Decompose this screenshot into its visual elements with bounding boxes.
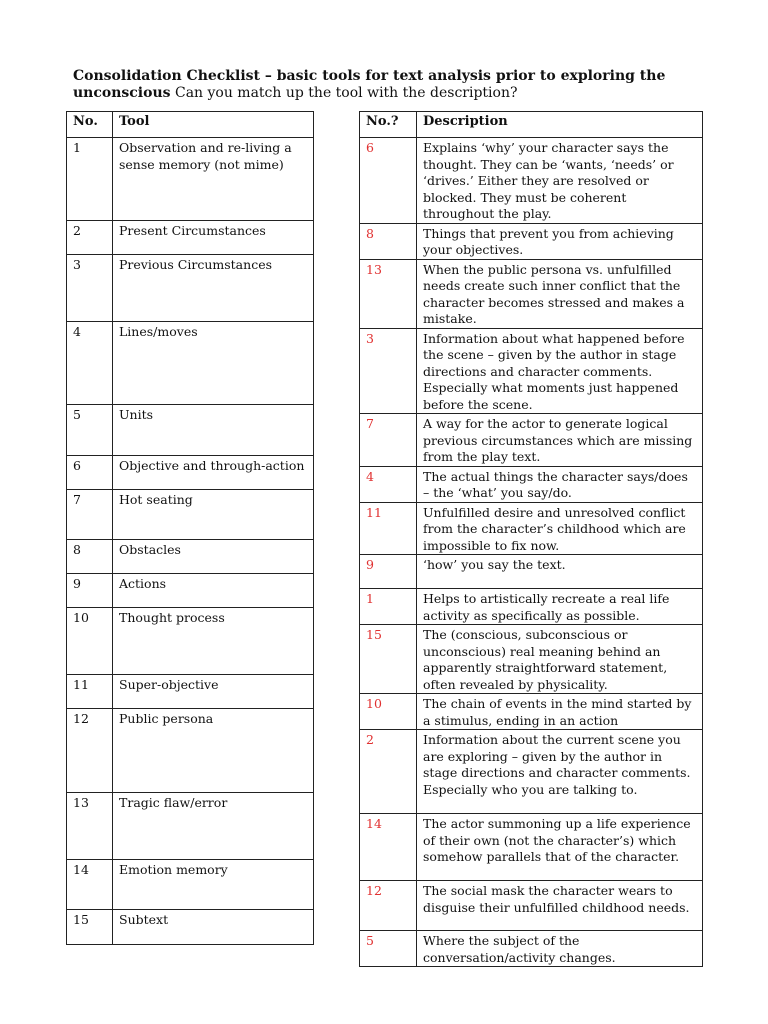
tool-no: 8 — [67, 540, 113, 574]
answer-no: 3 — [360, 328, 417, 414]
table-row — [360, 931, 703, 967]
table-row — [360, 881, 703, 931]
description-text: Helps to artistically recreate a real life activity as specifically as possible. — [417, 589, 703, 625]
description-text: When the public persona vs. unfulfilled needs create such inner conflict that the character becomes stressed and makes a mistake. — [417, 259, 703, 328]
answer-no: 10 — [360, 694, 417, 730]
tool-no: 2 — [67, 221, 113, 255]
answer-no: 7 — [360, 414, 417, 467]
table-row — [360, 259, 703, 328]
desc-header-no: No.? — [360, 112, 417, 138]
table-row — [67, 405, 314, 456]
tool-name: Tragic flaw/error — [113, 793, 314, 860]
tool-name: Previous Circumstances — [113, 255, 314, 322]
table-row — [360, 502, 703, 555]
table-row — [360, 625, 703, 694]
tool-name: Observation and re-living a sense memory (not mime) — [113, 138, 314, 221]
tool-no: 1 — [67, 138, 113, 221]
tool-name: Objective and through-action — [113, 456, 314, 490]
tools-header-no: No. — [67, 112, 113, 138]
description-text: A way for the actor to generate logical previous circumstances which are missing from the play text. — [417, 414, 703, 467]
tool-name: Present Circumstances — [113, 221, 314, 255]
tool-no: 7 — [67, 490, 113, 540]
answer-no: 4 — [360, 466, 417, 502]
table-row — [360, 328, 703, 414]
title-question: Can you match up the tool with the description? — [170, 85, 518, 101]
description-text: Information about what happened before the scene – given by the author in stage directions and character comments. Especially what moments just happened before the scene. — [417, 328, 703, 414]
tool-no: 15 — [67, 910, 113, 945]
answer-no: 13 — [360, 259, 417, 328]
tool-no: 4 — [67, 322, 113, 405]
description-text: ‘how’ you say the text. — [417, 555, 703, 589]
table-row — [67, 910, 314, 945]
description-text: Unfulfilled desire and unresolved conflict from the character’s childhood which are impossible to fix now. — [417, 502, 703, 555]
table-row — [67, 255, 314, 322]
answer-no: 2 — [360, 730, 417, 814]
table-row — [67, 456, 314, 490]
table-row — [360, 466, 703, 502]
table-row — [67, 860, 314, 910]
tool-no: 13 — [67, 793, 113, 860]
tool-name: Actions — [113, 574, 314, 608]
description-text: The actor summoning up a life experience of their own (not the character’s) which somehow parallels that of the character. — [417, 814, 703, 881]
answer-no: 11 — [360, 502, 417, 555]
table-row — [360, 223, 703, 259]
table-row — [67, 675, 314, 709]
tool-name: Units — [113, 405, 314, 456]
tools-table — [66, 111, 314, 945]
answer-no: 6 — [360, 138, 417, 224]
tools-header-tool: Tool — [113, 112, 314, 138]
title-bold: Consolidation Checklist – basic tools for text analysis prior to exploring the unconscious — [73, 68, 666, 101]
description-text: Explains ‘why’ your character says the thought. They can be ‘wants, ‘needs’ or ‘drives.’ Either they are resolved or blocked. They must be coherent throughout the play. — [417, 138, 703, 224]
tool-name: Subtext — [113, 910, 314, 945]
table-row — [360, 730, 703, 814]
description-table — [359, 111, 703, 967]
table-row — [360, 589, 703, 625]
table-row — [67, 608, 314, 675]
answer-no: 15 — [360, 625, 417, 694]
tool-no: 6 — [67, 456, 113, 490]
table-row — [67, 221, 314, 255]
table-row — [360, 694, 703, 730]
desc-header-description: Description — [417, 112, 703, 138]
tool-name: Hot seating — [113, 490, 314, 540]
table-row — [67, 793, 314, 860]
description-text: The social mask the character wears to disguise their unfulfilled childhood needs. — [417, 881, 703, 931]
description-text: Information about the current scene you are exploring – given by the author in stage directions and character comments. Especially who you are talking to. — [417, 730, 703, 814]
tool-no: 9 — [67, 574, 113, 608]
table-row — [67, 540, 314, 574]
tool-name: Obstacles — [113, 540, 314, 574]
tool-no: 12 — [67, 709, 113, 793]
tool-name: Lines/moves — [113, 322, 314, 405]
description-text: Things that prevent you from achieving your objectives. — [417, 223, 703, 259]
answer-no: 12 — [360, 881, 417, 931]
table-row — [360, 414, 703, 467]
tool-no: 10 — [67, 608, 113, 675]
table-row — [67, 574, 314, 608]
table-row — [67, 322, 314, 405]
table-row — [67, 490, 314, 540]
table-row — [360, 814, 703, 881]
table-row — [360, 138, 703, 224]
tool-no: 14 — [67, 860, 113, 910]
tool-no: 5 — [67, 405, 113, 456]
tool-no: 11 — [67, 675, 113, 709]
answer-no: 8 — [360, 223, 417, 259]
table-row — [67, 709, 314, 793]
description-text: The chain of events in the mind started by a stimulus, ending in an action — [417, 694, 703, 730]
answer-no: 14 — [360, 814, 417, 881]
table-row — [67, 138, 314, 221]
desc-header-row — [360, 112, 703, 138]
description-text: The (conscious, subconscious or unconscious) real meaning behind an apparently straightforward statement, often revealed by physicality. — [417, 625, 703, 694]
tool-no: 3 — [67, 255, 113, 322]
page-title — [73, 68, 713, 102]
tool-name: Super-objective — [113, 675, 314, 709]
table-row — [360, 555, 703, 589]
answer-no: 1 — [360, 589, 417, 625]
tool-name: Public persona — [113, 709, 314, 793]
tool-name: Emotion memory — [113, 860, 314, 910]
description-text: The actual things the character says/does – the ‘what’ you say/do. — [417, 466, 703, 502]
answer-no: 9 — [360, 555, 417, 589]
tool-name: Thought process — [113, 608, 314, 675]
description-text: Where the subject of the conversation/activity changes. — [417, 931, 703, 967]
tools-header-row — [67, 112, 314, 138]
answer-no: 5 — [360, 931, 417, 967]
